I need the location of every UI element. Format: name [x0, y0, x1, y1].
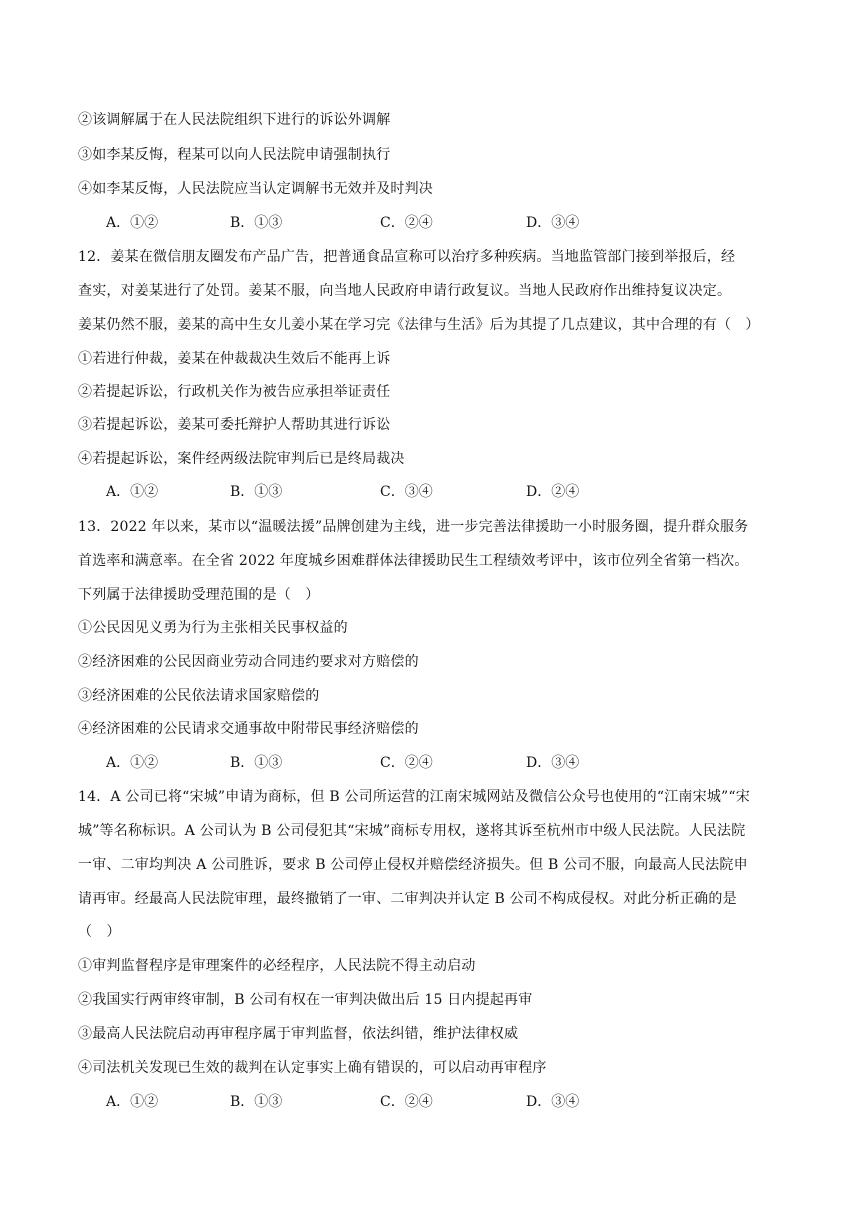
- q12-stem-line-3: 姜某仍然不服，姜某的高中生女儿姜小某在学习完《法律与生活》后为其提了几点建议，其中合理的有（ ）: [78, 317, 760, 333]
- q12-item-1: ①若进行仲裁，姜某在仲裁裁决生效后不能再上诉: [78, 351, 391, 367]
- q12-option-a[interactable]: A．①②: [106, 484, 159, 500]
- q11-option-b[interactable]: B．①③: [230, 215, 283, 231]
- q13-stem-line-1: 13．2022 年以来，某市以“温暖法援”品牌创建为主线，进一步完善法律援助一小时服务圈，提升群众服务: [78, 519, 749, 535]
- q13-option-b[interactable]: B．①③: [230, 755, 283, 771]
- q14-stem-line-5: （ ）: [78, 924, 121, 940]
- q11-item-4: ④如李某反悔，人民法院应当认定调解书无效并及时判决: [78, 181, 433, 197]
- q14-option-b[interactable]: B．①③: [230, 1094, 283, 1110]
- q12-option-c[interactable]: C．③④: [380, 484, 433, 500]
- q14-item-4: ④司法机关发现已生效的裁判在认定事实上确有错误的，可以启动再审程序: [78, 1060, 547, 1076]
- q13-stem-line-3: 下列属于法律援助受理范围的是（ ）: [78, 587, 320, 603]
- q14-item-3: ③最高人民法院启动再审程序属于审判监督，依法纠错，维护法律权威: [78, 1026, 519, 1042]
- q13-option-c[interactable]: C．②④: [380, 755, 433, 771]
- q13-item-1: ①公民因见义勇为行为主张相关民事权益的: [78, 620, 348, 636]
- q12-stem-line-2: 查实，对姜某进行了处罚。姜某不服，向当地人民政府申请行政复议。当地人民政府作出维持复议决定。: [78, 283, 732, 299]
- q12-stem-line-1: 12．姜某在微信朋友圈发布产品广告，把普通食品宣称可以治疗多种疾病。当地监管部门接到举报后，经: [78, 249, 736, 265]
- q13-item-2: ②经济困难的公民因商业劳动合同违约要求对方赔偿的: [78, 654, 419, 670]
- q13-stem-line-2: 首选率和满意率。在全省 2022 年度城乡困难群体法律援助民生工程绩效考评中，该市位列全省第一档次。: [78, 553, 749, 569]
- q14-stem-line-3: 一审、二审均判决 A 公司胜诉，要求 B 公司停止侵权并赔偿经济损失。但 B 公司不服，向最高人民法院申: [78, 857, 748, 873]
- q14-stem-line-1: 14．A 公司已将“宋城”申请为商标，但 B 公司所运营的江南宋城网站及微信公众号也使用的“江南宋城”“宋: [78, 789, 750, 805]
- q12-option-d[interactable]: D．②④: [526, 484, 580, 500]
- q14-item-1: ①审判监督程序是审理案件的必经程序，人民法院不得主动启动: [78, 958, 476, 974]
- q11-item-2: ②该调解属于在人民法院组织下进行的诉讼外调解: [78, 112, 391, 128]
- q12-item-3: ③若提起诉讼，姜某可委托辩护人帮助其进行诉讼: [78, 417, 391, 433]
- q14-option-c[interactable]: C．②④: [380, 1094, 433, 1110]
- q11-option-d[interactable]: D．③④: [526, 215, 580, 231]
- q11-item-3: ③如李某反悔，程某可以向人民法院申请强制执行: [78, 147, 391, 163]
- q14-option-d[interactable]: D．③④: [526, 1094, 580, 1110]
- q13-option-d[interactable]: D．③④: [526, 755, 580, 771]
- q11-option-a[interactable]: A．①②: [106, 215, 159, 231]
- q12-item-4: ④若提起诉讼，案件经两级法院审判后已是终局裁决: [78, 451, 405, 467]
- q14-stem-line-4: 请再审。经最高人民法院审理，最终撤销了一审、二审判决并认定 B 公司不构成侵权。对此分析正确的是: [78, 891, 737, 907]
- q13-option-a[interactable]: A．①②: [106, 755, 159, 771]
- q12-option-b[interactable]: B．①③: [230, 484, 283, 500]
- q12-item-2: ②若提起诉讼，行政机关作为被告应承担举证责任: [78, 384, 391, 400]
- q13-item-4: ④经济困难的公民请求交通事故中附带民事经济赔偿的: [78, 721, 419, 737]
- q11-option-c[interactable]: C．②④: [380, 215, 433, 231]
- q14-stem-line-2: 城”等名称标识。A 公司认为 B 公司侵犯其“宋城”商标专用权，遂将其诉至杭州市中级人民法院。人民法院: [78, 823, 746, 839]
- q14-item-2: ②我国实行两审终审制，B 公司有权在一审判决做出后 15 日内提起再审: [78, 992, 533, 1008]
- q14-option-a[interactable]: A．①②: [106, 1094, 159, 1110]
- q13-item-3: ③经济困难的公民依法请求国家赔偿的: [78, 688, 320, 704]
